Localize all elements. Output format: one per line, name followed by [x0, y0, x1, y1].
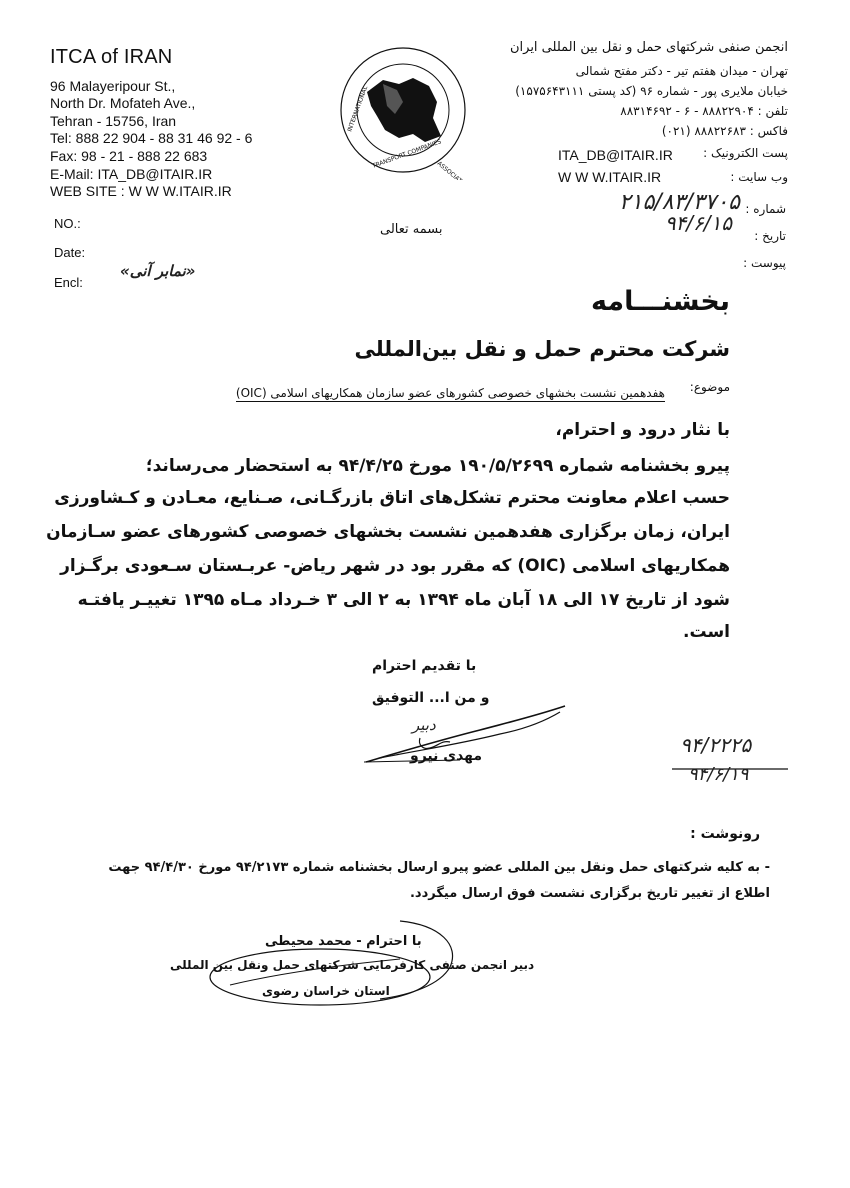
body-line: حسب اعلام معاونت محترم تشکل‌های اتاق بازرگـانی، صـنایع، معـادن و کـشاورزی [54, 488, 730, 508]
fax-urgent-note: «نمابر آنی» [120, 262, 196, 280]
body-line: پیرو بخشنامه شماره ۱۹۰/۵/۲۶۹۹ مورخ ۹۴/۴/۲۵ به استحضار می‌رساند؛ [145, 456, 730, 476]
handwritten-number: ۲۱۵/۸۳/۳۷۰۵ [618, 190, 740, 215]
closing-blessing: و من ا... التوفیق [372, 690, 490, 706]
address-line: North Dr. Mofateh Ave., [50, 95, 196, 111]
svg-text:INTERNATIONAL: INTERNATIONAL [346, 85, 370, 133]
fax-line: Fax: 98 - 21 - 888 22 683 [50, 148, 208, 164]
body-line: ایران، زمان برگزاری هفدهمین نشست بخشهای خصوصی کشورهای عضو سـازمان [46, 522, 730, 542]
address-line: Tehran - 15756, Iran [50, 113, 177, 129]
signer-name: مهدی نیرو [410, 748, 483, 764]
subject-text: هفدهمین نشست بخشهای خصوصی کشورهای عضو سازمان همکاریهای اسلامی (OIC) [235, 386, 665, 400]
svg-text:TRANSPORT COMPANIES: TRANSPORT COMPANIES [371, 138, 443, 170]
recipient: شرکت محترم حمل و نقل بین‌المللی [354, 337, 730, 361]
org-name-fa: انجمن صنفی شرکتهای حمل و نقل بین المللی ایران [509, 40, 788, 55]
email-value: ITA_DB@ITAIR.IR [558, 147, 673, 163]
cc-signature-mark [200, 915, 480, 1015]
cc-line: اطلاع از تغییر تاریخ برگزاری نشست فوق ارسال میگردد. [409, 886, 770, 901]
date-label-en: Date: [54, 245, 86, 260]
web-value: W W W.ITAIR.IR [558, 169, 662, 185]
subject-label: موضوع: [689, 380, 730, 394]
closing-regards: با تقدیم احترام [372, 658, 477, 674]
address-fa-1: تهران - میدان هفتم تیر - دکتر مفتح شمالی [575, 64, 788, 78]
handwritten-date: ۹۴/۶/۱۵ [664, 211, 732, 235]
email-line: E-Mail: ITA_DB@ITAIR.IR [50, 166, 213, 182]
enclosure-label-en: Encl: [54, 275, 83, 290]
body-line: همکاریهای اسلامی (OIC) که مقرر بود در شهر ریاض- عربـستان سـعودی برگـزار [60, 556, 730, 576]
cc-line: - به کلیه شرکتهای حمل ونقل بین المللی عضو پیرو ارسال بخشنامه شماره ۹۴/۲۱۷۳ مورخ ۹۴/۴/۳۰ جهت [108, 860, 770, 875]
signer-title: دبیر [412, 716, 436, 734]
phone-line: Tel: 888 22 904 - 88 31 46 92 - 6 [50, 130, 253, 146]
fax-fa: فاکس : ۸۸۸۲۲۶۸۳ (۰۲۱) [661, 124, 788, 138]
phone-fa: تلفن : ۸۸۸۲۲۹۰۴ - ۶ - ۸۸۳۱۴۶۹۲ [620, 104, 788, 118]
number-label-en: NO.: [54, 216, 81, 231]
email-label-fa: پست الکترونیک : [703, 146, 788, 160]
signature-mark [360, 690, 580, 780]
cc-title: دبیر انجمن صنفی کارفرمایی شرکتهای حمل ونقل بین المللی [170, 958, 535, 972]
handwritten-note-date: ۹۴/۶/۱۹ [688, 764, 749, 785]
body-line: است. [683, 622, 730, 642]
greeting: با نثار درود و احترام، [555, 420, 730, 440]
address-fa-2: خیابان ملایری پور - شماره ۹۶ (کد پستی ۱۵۷۵۶۴۳۱۱۱) [515, 84, 788, 98]
website-line: WEB SITE : W W W.ITAIR.IR [50, 183, 232, 199]
org-name-en: ITCA of IRAN [50, 46, 173, 68]
association-seal-logo [333, 40, 473, 180]
date-label-fa: تاریخ : [754, 229, 786, 243]
letter-heading: بخشنـــامه [590, 286, 730, 317]
svg-text:ASSOCIATION: ASSOCIATION [435, 160, 472, 180]
body-line: شود از تاریخ ۱۷ الی ۱۸ آبان ماه ۱۳۹۴ به ۲ الی ۳ خـرداد مـاه ۱۳۹۵ تغییـر یافتـه [77, 590, 730, 610]
web-label-fa: وب سایت : [730, 170, 788, 184]
handwritten-note-number: ۹۴/۲۲۲۵ [680, 733, 752, 757]
attachment-label-fa: پیوست : [743, 256, 786, 270]
cc-province: استان خراسان رضوی [262, 984, 390, 998]
cc-regards: با احترام - محمد محیطی [265, 934, 422, 949]
cc-label: رونوشت : [690, 826, 760, 842]
address-line: 96 Malayeripour St., [50, 78, 176, 94]
basmala: بسمه تعالی [380, 222, 443, 237]
handwritten-underline [672, 756, 788, 760]
number-label-fa: شماره : [745, 202, 786, 216]
